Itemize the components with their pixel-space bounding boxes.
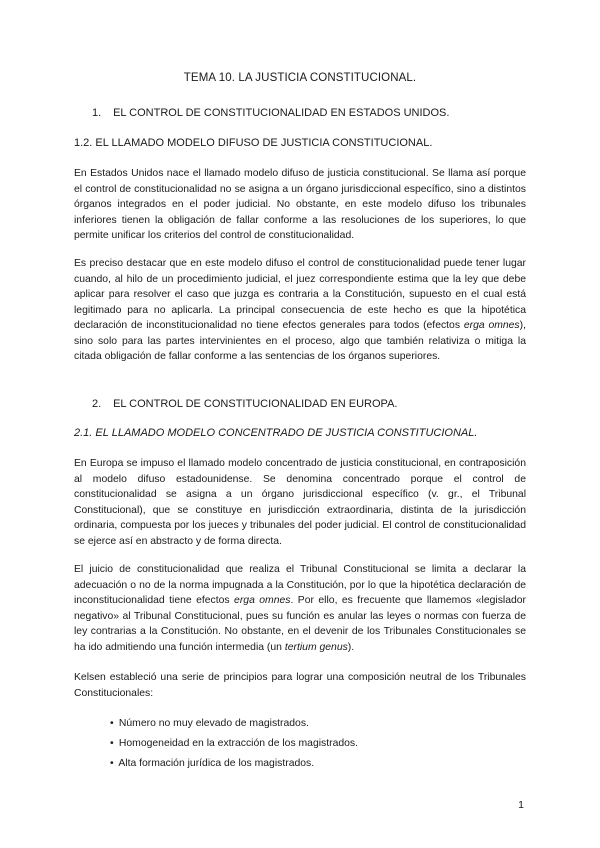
bullet-glyph: •	[110, 738, 114, 749]
document-title: TEMA 10. LA JUSTICIA CONSTITUCIONAL.	[183, 72, 417, 84]
section-2-heading	[92, 398, 397, 410]
paragraph-text: ), sino solo para las partes intervinientes en el proceso, algo que también relativiza o mitiga la citada obligación de fallar conforme a las sentencias de los órganos superiores.	[74, 320, 526, 362]
paragraph-text: Es preciso destacar que en este modelo difuso el control de constitucionalidad puede tener lugar cuando, al hilo de un procedimiento judicial, el juez correspondiente estima que la ley que debe aplicar para resolver el caso que juzga es contraria a la Constitución, supuesto en el cual está legitimado para no aplicarla. La principal consecuencia de este hecho es que la hipotética declaración de inconstitucionalidad no tiene efectos generales para todos (efectos	[74, 258, 526, 331]
section-2-heading-text: EL CONTROL DE CONSTITUCIONALIDAD EN EUROPA.	[113, 398, 398, 410]
section-2-number: 2.	[92, 398, 102, 410]
paragraph-italic: erga omnes	[234, 595, 291, 606]
section-1-number: 1.	[92, 107, 102, 119]
section-2-paragraph-1: En Europa se impuso el llamado modelo concentrado de justicia constitucional, en contraposición al modelo difuso estadounidense. Se denomina concentrado porque el control de constitucionalidad se asigna a un órgano jurisdiccional específico (v. gr., el Tribunal Constitucional), que se constituye en jurisdicción extraordinaria, distinta de la jurisdicción ordinaria, compuesta por los jueces y tribunales del poder judicial. El control de constitucionalidad se ejerce así en abstracto y de forma directa.	[74, 458, 526, 547]
list-item	[110, 734, 358, 754]
section-1-heading-text: EL CONTROL DE CONSTITUCIONALIDAD EN ESTADOS UNIDOS.	[113, 107, 450, 119]
paragraph-text: . Por ello, es frecuente que llamemos «legislador negativo» al Tribunal Constitucional, pues su función es anular las leyes o normas con fuerza de ley contrarias a la Constitución. No obstante, en el devenir de los Tribunales Constitucionales se ha ido admitiendo una función intermedia (un	[74, 595, 526, 653]
paragraph-text: ).	[347, 641, 355, 653]
bullet-glyph: •	[110, 718, 114, 729]
section-1-heading	[92, 107, 449, 119]
list-item-text: Número no muy elevado de magistrados.	[118, 718, 309, 729]
section-1-subheading: 1.2. EL LLAMADO MODELO DIFUSO DE JUSTICIA CONSTITUCIONAL.	[74, 137, 433, 149]
section-2-paragraph-3: Kelsen estableció una serie de principios para lograr una composición neutral de los Tribunales Constitucionales:	[74, 672, 526, 699]
section-2-paragraph-2	[74, 562, 526, 655]
section-2-subheading: 2.1. EL LLAMADO MODELO CONCENTRADO DE JUSTICIA CONSTITUCIONAL.	[74, 427, 478, 439]
list-item	[110, 714, 358, 734]
list-item-text: Homogeneidad en la extracción de los magistrados.	[118, 738, 359, 749]
page-number: 1	[518, 799, 524, 811]
paragraph-italic: erga omnes	[463, 320, 520, 331]
list-item	[110, 754, 358, 774]
paragraph-text: El juicio de constitucionalidad que realiza el Tribunal Constitucional se limita a declarar la adecuación o no de la norma impugnada a la Constitución, por lo que la hipotética declaración de inconstitucionalidad tiene efectos	[74, 564, 526, 606]
bullet-glyph: •	[110, 758, 114, 769]
principles-list	[110, 714, 358, 774]
section-1-paragraph-2	[74, 256, 526, 365]
section-1-paragraph-1: En Estados Unidos nace el llamado modelo difuso de justicia constitucional. Se llama así porque el control de constitucionalidad no se asigna a un órgano jurisdiccional específico, sino a distintos órganos integrados en el poder judicial. No obstante, en este modelo difuso los tribunales inferiores tienen la obligación de fallar conforme a las resoluciones de los superiores, lo que permite unificar los criterios del control de constitucionalidad.	[74, 168, 526, 241]
list-item-text: Alta formación jurídica de los magistrados.	[118, 758, 315, 769]
paragraph-italic: tertium genus	[284, 641, 348, 653]
